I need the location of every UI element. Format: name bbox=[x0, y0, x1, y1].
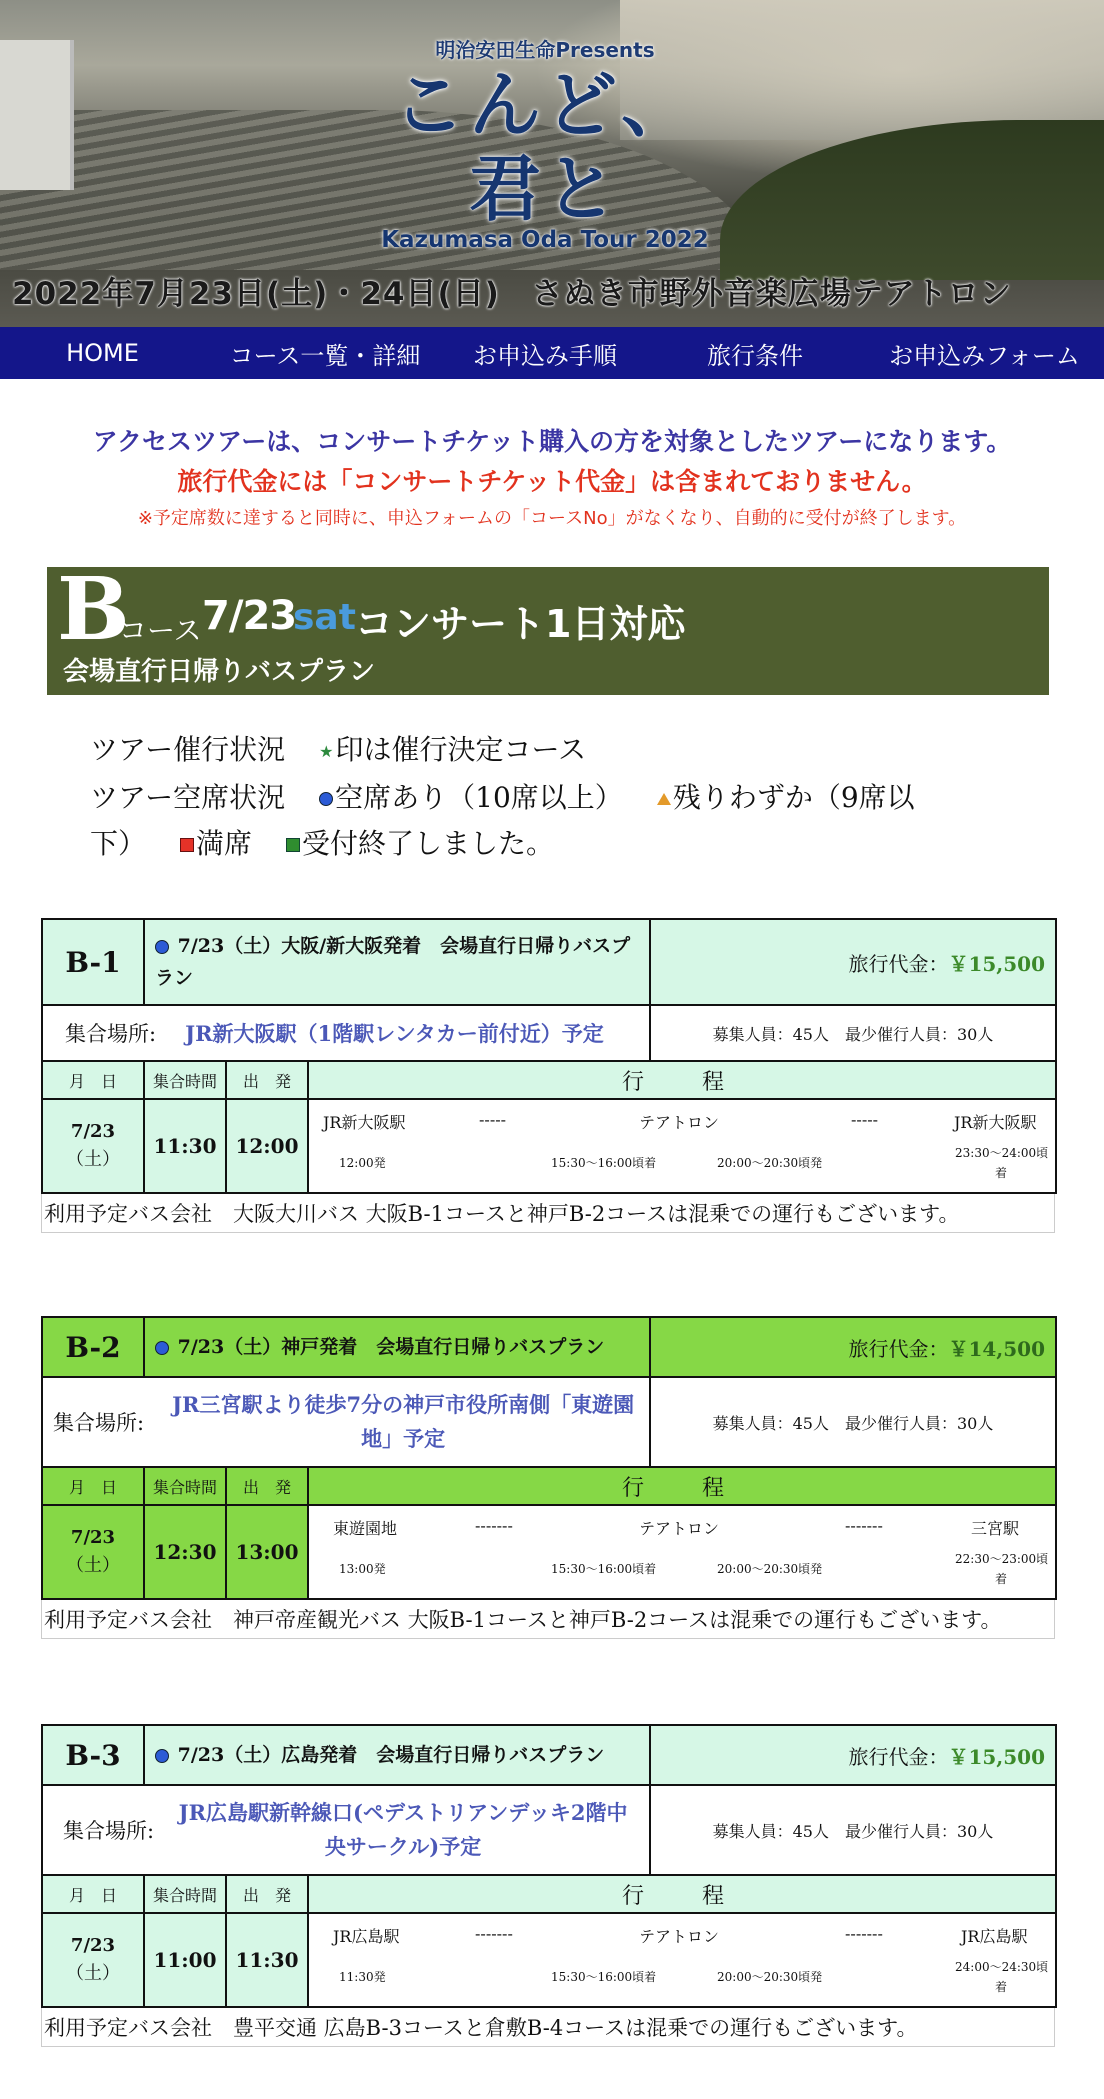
course-subtitle: 会場直行日帰りバスプラン bbox=[63, 657, 376, 687]
header-month-day: 月 日 bbox=[42, 1875, 144, 1913]
legend-few: 残りわずか（9席以 bbox=[672, 780, 915, 814]
legend-closed: 受付終了しました。 bbox=[302, 826, 555, 860]
legend-operation-row bbox=[90, 727, 960, 775]
red-square-icon bbox=[180, 838, 194, 852]
course-title bbox=[144, 1725, 650, 1785]
course-title bbox=[144, 919, 650, 1005]
course-b3 bbox=[41, 1724, 1055, 2047]
bus-company-note: 利用予定バス会社 豊平交通 広島B-3コースと倉敷B-4コースは混乗での運行もございます。 bbox=[41, 2008, 1055, 2047]
price-amount: ￥15,500 bbox=[948, 951, 1045, 976]
price-label: 旅行代金： bbox=[848, 1744, 949, 1769]
day-of-week: （土） bbox=[66, 1963, 120, 1984]
meeting-place-cell bbox=[42, 1785, 650, 1875]
course-title-text: 7/23（土）広島発着 会場直行日帰りバスプラン bbox=[177, 1744, 605, 1766]
bus-company-note: 利用予定バス会社 神戸帝産観光バス 大阪B-1コースと神戸B-2コースは混乗での運行もございます。 bbox=[41, 1600, 1055, 1639]
date: 7/23 bbox=[70, 1121, 116, 1142]
depart-time: 11:30 bbox=[226, 1913, 308, 2007]
nav-conditions[interactable]: 旅行条件 bbox=[707, 341, 803, 370]
route-time-4-suffix: 着 bbox=[995, 1166, 1008, 1180]
route-time-4: 23:30～24:00頃 bbox=[955, 1146, 1049, 1160]
tour-title: こんど、君と bbox=[392, 63, 697, 231]
hill-background bbox=[720, 120, 1104, 280]
hero-banner bbox=[0, 0, 1104, 327]
nav-courses[interactable]: コース一覧・詳細 bbox=[229, 341, 421, 370]
course-price bbox=[650, 919, 1056, 1005]
route-time-1: 11:30発 bbox=[339, 1970, 386, 1984]
blue-dot-icon bbox=[155, 1749, 169, 1763]
route-start: 東遊園地 bbox=[333, 1519, 398, 1538]
route-time-2: 15:30～16:00頃着 bbox=[551, 1156, 657, 1170]
notice-auto-close: ※予定席数に達すると同時に、申込フォームの「コースNo」がなくなり、自動的に受付が終了します。 bbox=[137, 508, 967, 529]
course-b1 bbox=[41, 918, 1055, 1233]
route-time-2: 15:30～16:00頃着 bbox=[551, 1562, 657, 1576]
building-background bbox=[0, 40, 74, 190]
star-icon: ★ bbox=[319, 741, 334, 761]
route-dash-2: ------- bbox=[845, 1924, 883, 1943]
meet-time: 11:30 bbox=[144, 1099, 226, 1193]
day-of-week: （土） bbox=[66, 1149, 120, 1170]
orange-triangle-icon bbox=[657, 793, 671, 805]
date-cell bbox=[42, 1913, 144, 2007]
notice-access-tour: アクセスツアーは、コンサートチケット購入の方を対象としたツアーになります。 bbox=[92, 427, 1012, 456]
nav-home[interactable]: HOME bbox=[66, 339, 139, 367]
meet-time: 11:00 bbox=[144, 1913, 226, 2007]
recruit-info: 募集人員：45人 最少催行人員：30人 bbox=[650, 1785, 1056, 1875]
meeting-place-cell bbox=[42, 1005, 650, 1061]
route-time-1: 13:00発 bbox=[339, 1562, 386, 1576]
header-itinerary: 行 程 bbox=[308, 1061, 1056, 1099]
legend-full: 満席 bbox=[196, 826, 253, 860]
route-time-4: 24:00～24:30頃 bbox=[955, 1960, 1049, 1974]
course-price bbox=[650, 1725, 1056, 1785]
course-id: B-1 bbox=[42, 919, 144, 1005]
route-mid: テアトロン bbox=[639, 1113, 720, 1132]
main-nav bbox=[0, 327, 1104, 379]
route-dash-2: ------- bbox=[845, 1516, 883, 1535]
price-amount: ￥15,500 bbox=[948, 1744, 1045, 1769]
blue-dot-icon bbox=[319, 792, 333, 806]
meeting-label: 集合場所: bbox=[63, 1819, 155, 1843]
notice-price-excludes-ticket: 旅行代金には「コンサートチケット代金」は含まれておりません。 bbox=[177, 467, 927, 496]
course-day: sat bbox=[293, 597, 356, 638]
course-id: B-2 bbox=[42, 1317, 144, 1377]
price-label: 旅行代金： bbox=[848, 1336, 949, 1361]
nav-form[interactable]: お申込みフォーム bbox=[889, 341, 1080, 370]
route-mid: テアトロン bbox=[639, 1519, 720, 1538]
course-title-text: 7/23（土）大阪/新大阪発着 会場直行日帰りバスプラン bbox=[155, 935, 631, 989]
route-start: JR新大阪駅 bbox=[323, 1113, 406, 1132]
legend-few-cont: 下） bbox=[90, 826, 147, 860]
blue-dot-icon bbox=[155, 1341, 169, 1355]
header-month-day: 月 日 bbox=[42, 1467, 144, 1505]
header-meet-time: 集合時間 bbox=[144, 1061, 226, 1099]
route-time-3: 20:00～20:30頃発 bbox=[717, 1156, 823, 1170]
header-itinerary: 行 程 bbox=[308, 1875, 1056, 1913]
meeting-label: 集合場所: bbox=[53, 1411, 145, 1435]
route-time-4-suffix: 着 bbox=[995, 1572, 1008, 1586]
vacancy-label: ツアー空席状況 bbox=[90, 780, 286, 814]
itinerary-route bbox=[308, 1099, 1056, 1193]
route-mid: テアトロン bbox=[639, 1927, 720, 1946]
price-label: 旅行代金： bbox=[848, 951, 949, 976]
route-start: JR広島駅 bbox=[333, 1927, 400, 1946]
day-of-week: （土） bbox=[66, 1555, 120, 1576]
date: 7/23 bbox=[70, 1527, 116, 1548]
route-end: JR広島駅 bbox=[961, 1927, 1028, 1946]
depart-time: 12:00 bbox=[226, 1099, 308, 1193]
meeting-place: JR新大阪駅（1階駅レンタカー前付近）予定 bbox=[185, 1021, 604, 1046]
presents-text: 明治安田生命Presents bbox=[435, 38, 655, 62]
nav-procedure[interactable]: お申込み手順 bbox=[473, 341, 617, 370]
itinerary-route bbox=[308, 1913, 1056, 2007]
route-end: JR新大阪駅 bbox=[954, 1113, 1037, 1132]
operation-label: ツアー催行状況 bbox=[90, 733, 286, 766]
route-dash-1: ------- bbox=[475, 1516, 513, 1535]
route-time-3: 20:00～20:30頃発 bbox=[717, 1970, 823, 1984]
date-venue: 2022年7月23日(土)・24日(日) さぬき市野外音楽広場テアトロン bbox=[12, 276, 1012, 312]
route-time-2: 15:30～16:00頃着 bbox=[551, 1970, 657, 1984]
header-month-day: 月 日 bbox=[42, 1061, 144, 1099]
course-price bbox=[650, 1317, 1056, 1377]
course-date: 7/23 bbox=[202, 593, 297, 639]
itinerary-route bbox=[308, 1505, 1056, 1599]
route-time-4-suffix: 着 bbox=[995, 1980, 1008, 1994]
price-amount: ￥14,500 bbox=[948, 1336, 1045, 1361]
tour-name: Kazumasa Oda Tour 2022 bbox=[381, 227, 709, 253]
course-title-text: 7/23（土）神戸発着 会場直行日帰りバスプラン bbox=[177, 1336, 605, 1358]
tour-logo bbox=[380, 34, 710, 253]
course-word: コース bbox=[119, 614, 202, 647]
meeting-place: JR広島駅新幹線口(ペデストリアンデッキ2階中央サークル)予定 bbox=[178, 1800, 628, 1859]
course-title bbox=[144, 1317, 650, 1377]
route-time-4: 22:30～23:00頃 bbox=[955, 1552, 1049, 1566]
meeting-label: 集合場所: bbox=[65, 1022, 157, 1046]
route-time-3: 20:00～20:30頃発 bbox=[717, 1562, 823, 1576]
operation-note: 印は催行決定コース bbox=[335, 733, 587, 766]
route-dash-1: ----- bbox=[479, 1110, 507, 1129]
blue-dot-icon bbox=[155, 940, 169, 954]
green-square-icon bbox=[286, 838, 300, 852]
route-end: 三宮駅 bbox=[971, 1519, 1020, 1538]
depart-time: 13:00 bbox=[226, 1505, 308, 1599]
route-dash-2: ----- bbox=[851, 1110, 879, 1129]
date-cell bbox=[42, 1505, 144, 1599]
status-legend bbox=[90, 727, 960, 867]
date: 7/23 bbox=[70, 1935, 116, 1956]
course-note: コンサート1日対応 bbox=[355, 602, 686, 646]
header-depart: 出 発 bbox=[226, 1875, 308, 1913]
course-banner bbox=[47, 559, 1049, 695]
header-meet-time: 集合時間 bbox=[144, 1467, 226, 1505]
header-depart: 出 発 bbox=[226, 1467, 308, 1505]
bus-company-note: 利用予定バス会社 大阪大川バス 大阪B-1コースと神戸B-2コースは混乗での運行もございます。 bbox=[41, 1194, 1055, 1233]
legend-available: 空席あり（10席以上） bbox=[335, 780, 623, 814]
course-b2 bbox=[41, 1316, 1055, 1639]
course-letter: B bbox=[57, 559, 130, 660]
recruit-info: 募集人員：45人 最少催行人員：30人 bbox=[650, 1377, 1056, 1467]
route-dash-1: ------- bbox=[475, 1924, 513, 1943]
meeting-place-cell bbox=[42, 1377, 650, 1467]
course-id: B-3 bbox=[42, 1725, 144, 1785]
header-depart: 出 発 bbox=[226, 1061, 308, 1099]
meeting-place: JR三宮駅より徒歩7分の神戸市役所南側「東遊園地」予定 bbox=[172, 1392, 635, 1451]
header-itinerary: 行 程 bbox=[308, 1467, 1056, 1505]
meet-time: 12:30 bbox=[144, 1505, 226, 1599]
legend-vacancy-row-2 bbox=[90, 821, 960, 867]
legend-vacancy-row bbox=[90, 775, 960, 821]
recruit-info: 募集人員：45人 最少催行人員：30人 bbox=[650, 1005, 1056, 1061]
header-meet-time: 集合時間 bbox=[144, 1875, 226, 1913]
date-cell bbox=[42, 1099, 144, 1193]
route-time-1: 12:00発 bbox=[339, 1156, 386, 1170]
